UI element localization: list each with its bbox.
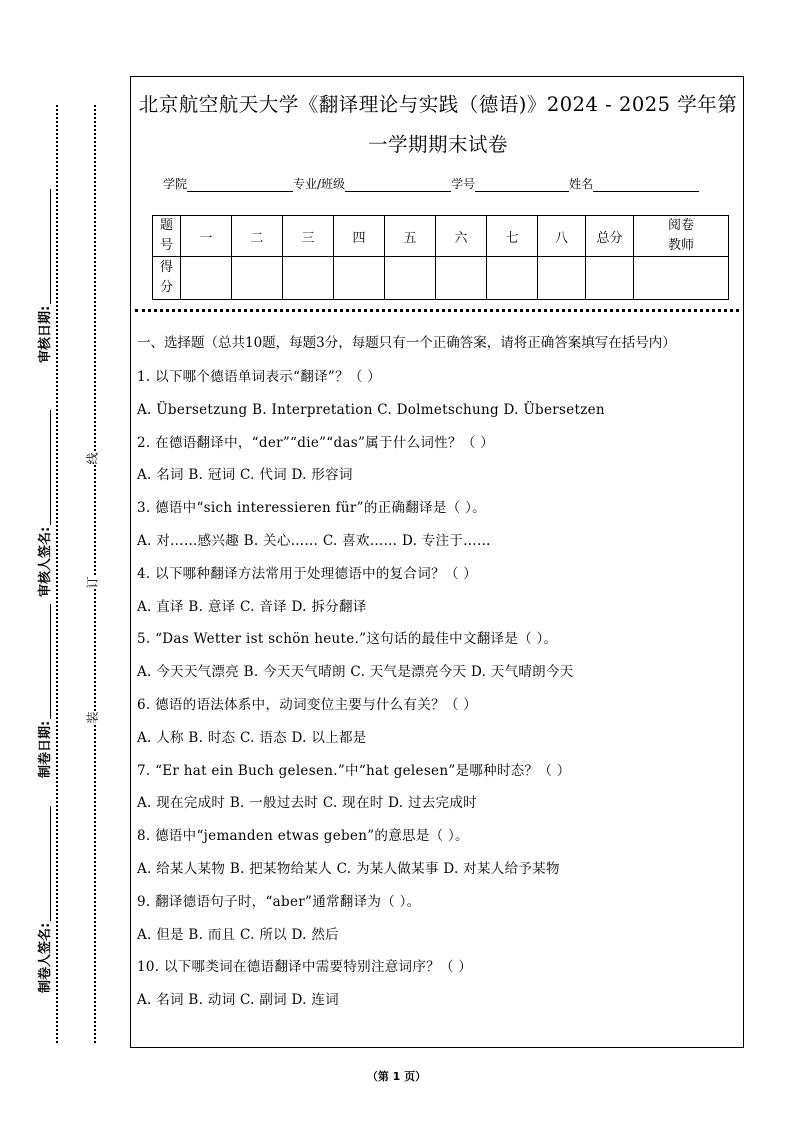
- reviewer-signature-underline: [36, 410, 51, 525]
- col-6: 六: [436, 216, 487, 257]
- score-cell-1[interactable]: [181, 257, 232, 300]
- section-heading: 一、选择题（总共10题，每题3分，每题只有一个正确答案，请将正确答案填写在括号内）: [137, 335, 676, 351]
- question-7-options: A. 现在完成时 B. 一般过去时 C. 现在时 D. 过去完成时: [137, 795, 477, 812]
- question-2: 2. 在德语翻译中，“der”“die”“das”属于什么词性？（ ）: [137, 434, 495, 451]
- score-cell-7[interactable]: [487, 257, 538, 300]
- col-4: 四: [334, 216, 385, 257]
- question-5-options: A. 今天天气漂亮 B. 今天天气晴朗 C. 天气是漂亮今天 D. 天气晴朗今天: [137, 664, 574, 681]
- student-id-label: 学号: [451, 177, 476, 191]
- question-9: 9. 翻译德语句子时，“aber”通常翻译为（ ）。: [137, 893, 421, 910]
- exam-frame: [130, 76, 744, 1048]
- col-8: 八: [538, 216, 586, 257]
- review-date-underline: [36, 189, 51, 304]
- score-table-header-row: [153, 216, 729, 257]
- major-class-field[interactable]: [345, 179, 451, 192]
- question-1: 1. 以下哪个德语单词表示“翻译”？（ ）: [137, 369, 382, 385]
- section-multiple-choice: [137, 332, 737, 1017]
- student-id-field[interactable]: [475, 179, 569, 192]
- score-cell-8[interactable]: [538, 257, 586, 300]
- col-reviewer: 阅卷 教师: [634, 216, 729, 257]
- college-label: 学院: [163, 177, 188, 191]
- question-5: 5. “Das Wetter ist schön heute.”这句话的最佳中文翻译是（ ）。: [137, 631, 558, 648]
- dotted-separator: [135, 309, 739, 312]
- question-4-options: A. 直译 B. 意译 C. 音译 D. 拆分翻译: [137, 598, 367, 615]
- preparation-date-label: 制卷日期:: [38, 720, 53, 778]
- binding-dotted-line-inner: [94, 105, 96, 1043]
- binding-char-bind: 订: [82, 576, 103, 588]
- exam-title-line1: 北京航空航天大学《翻译理论与实践（德语)》2024 - 2025 学年第: [138, 93, 738, 116]
- score-table-score-row: [153, 257, 729, 300]
- binding-char-line: 线: [82, 452, 103, 464]
- score-cell-4[interactable]: [334, 257, 385, 300]
- reviewer-signature-field: [34, 410, 53, 597]
- score-cell-total[interactable]: [586, 257, 634, 300]
- col-total: 总分: [586, 216, 634, 257]
- question-1-options: A. Übersetzung B. Interpretation C. Dolmetschung D. Übersetzen: [137, 401, 605, 418]
- col-3: 三: [283, 216, 334, 257]
- score-cell-5[interactable]: [385, 257, 436, 300]
- college-field[interactable]: [187, 179, 293, 192]
- preparer-signature-label: 制卷人签名:: [38, 922, 53, 993]
- page-number: （第 1 页）: [366, 1070, 427, 1083]
- score-label: 得 分: [153, 257, 181, 300]
- score-cell-2[interactable]: [232, 257, 283, 300]
- col-5: 五: [385, 216, 436, 257]
- col-2: 二: [232, 216, 283, 257]
- col-1: 一: [181, 216, 232, 257]
- name-label: 姓名: [569, 177, 594, 191]
- question-4: 4. 以下哪种翻译方法常用于处理德语中的复合词？（ ）: [137, 565, 478, 582]
- question-7: 7. “Er hat ein Buch gelesen.”中“hat gelesen”是哪种时态？（ ）: [137, 762, 571, 779]
- question-6-options: A. 人称 B. 时态 C. 语态 D. 以上都是: [137, 729, 367, 746]
- question-9-options: A. 但是 B. 而且 C. 所以 D. 然后: [137, 926, 339, 943]
- binding-char-install: 装: [82, 711, 103, 723]
- question-number-header: 题 号: [153, 216, 181, 257]
- question-3-options: A. 对……感兴趣 B. 关心…… C. 喜欢…… D. 专注于……: [137, 532, 491, 549]
- question-10-options: A. 名词 B. 动词 C. 副词 D. 连词: [137, 992, 339, 1009]
- preparation-date-field: [34, 604, 53, 778]
- review-date-label: 审核日期:: [38, 305, 53, 363]
- exam-title-line2: 一学期期末试卷: [367, 133, 508, 156]
- major-class-label: 专业/班级: [293, 177, 346, 191]
- question-3: 3. 德语中“sich interessieren für”的正确翻译是（ ）。: [137, 500, 486, 517]
- question-2-options: A. 名词 B. 冠词 C. 代词 D. 形容词: [137, 467, 353, 484]
- preparation-date-underline: [36, 604, 51, 719]
- reviewer-signature-label: 审核人签名:: [38, 526, 53, 597]
- name-field[interactable]: [593, 179, 699, 192]
- review-date-field: [34, 189, 53, 363]
- binding-margin: [0, 0, 130, 1122]
- question-8: 8. 德语中“jemanden etwas geben”的意思是（ ）。: [137, 828, 469, 845]
- preparer-signature-underline: [36, 806, 51, 921]
- score-table: [152, 215, 729, 300]
- col-7: 七: [487, 216, 538, 257]
- question-6: 6. 德语的语法体系中，动词变位主要与什么有关？（ ）: [137, 696, 478, 713]
- preparer-signature-field: [34, 806, 53, 993]
- question-8-options: A. 给某人某物 B. 把某物给某人 C. 为某人做某事 D. 对某人给予某物: [137, 860, 560, 877]
- score-cell-6[interactable]: [436, 257, 487, 300]
- score-cell-reviewer[interactable]: [634, 257, 729, 300]
- binding-dotted-line-outer: [56, 105, 58, 1043]
- score-cell-3[interactable]: [283, 257, 334, 300]
- student-info-row: [163, 175, 699, 192]
- question-10: 10. 以下哪类词在德语翻译中需要特别注意词序？（ ）: [137, 959, 473, 976]
